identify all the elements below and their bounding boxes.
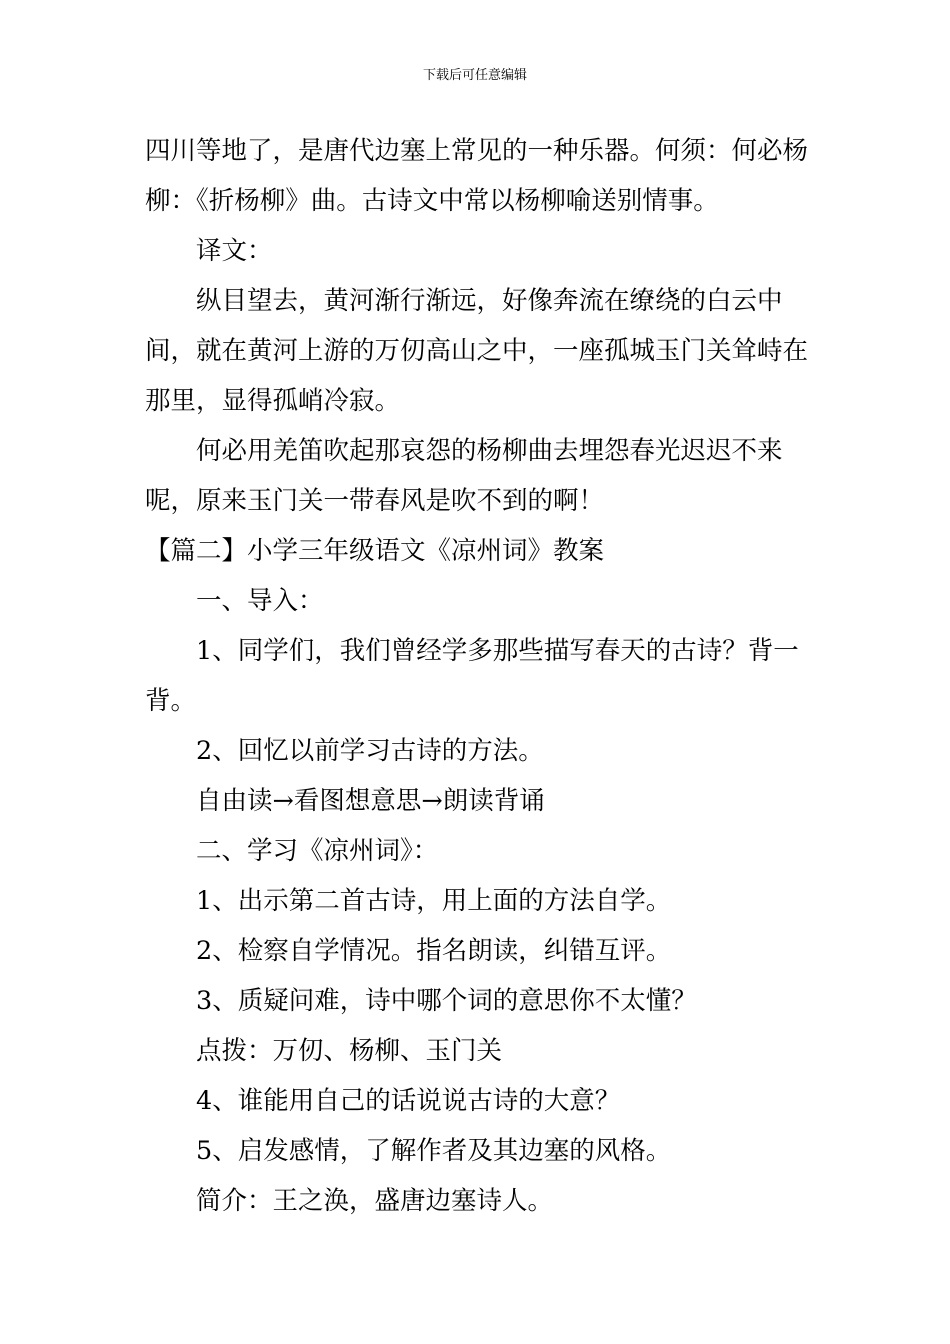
paragraph-translation-1: 纵目望去，黄河渐行渐远，好像奔流在缭绕的白云中间，就在黄河上游的万仞高山之中，一座孤城玉门关耸峙在那里，显得孤峭冷寂。 xyxy=(145,286,809,416)
list-item-2: 2、回忆以前学习古诗的方法。 xyxy=(196,736,544,766)
study-item-3: 3、质疑问难，诗中哪个词的意思你不太懂？ xyxy=(196,986,697,1016)
study-item-4: 4、谁能用自己的话说说古诗的大意？ xyxy=(196,1086,621,1116)
method-steps: 自由读→看图想意思→朗读背诵 xyxy=(196,786,545,816)
study-item-5: 5、启发感情，了解作者及其边塞的风格。 xyxy=(196,1136,672,1166)
list-item-1: 1、同学们，我们曾经学多那些描写春天的古诗？背一背。 xyxy=(145,636,799,716)
section-heading: 【篇二】小学三年级语文《凉州词》教案 xyxy=(145,536,605,566)
paragraph-translation-label: 译文： xyxy=(196,236,273,266)
heading-introduction: 一、导入： xyxy=(196,586,324,616)
author-intro: 简介：王之涣，盛唐边塞诗人。 xyxy=(196,1186,554,1216)
study-item-2: 2、检察自学情况。指名朗读，纠错互评。 xyxy=(196,936,672,966)
document-body xyxy=(145,126,810,1226)
paragraph-translation-2: 何必用羌笛吹起那哀怨的杨柳曲去埋怨春光迟迟不来呢，原来玉门关一带春风是吹不到的啊！ xyxy=(145,436,783,516)
paragraph-annotation-continued: 四川等地了，是唐代边塞上常见的一种乐器。何须：何必杨柳：《折杨柳》曲。古诗文中常以杨柳喻送别情事。 xyxy=(145,136,809,216)
heading-study: 二、学习《凉州词》： xyxy=(196,836,439,866)
page-header: 下载后可任意编辑 xyxy=(422,68,527,83)
hint-line: 点拨：万仞、杨柳、玉门关 xyxy=(196,1036,503,1066)
study-item-1: 1、出示第二首古诗，用上面的方法自学。 xyxy=(196,886,672,916)
